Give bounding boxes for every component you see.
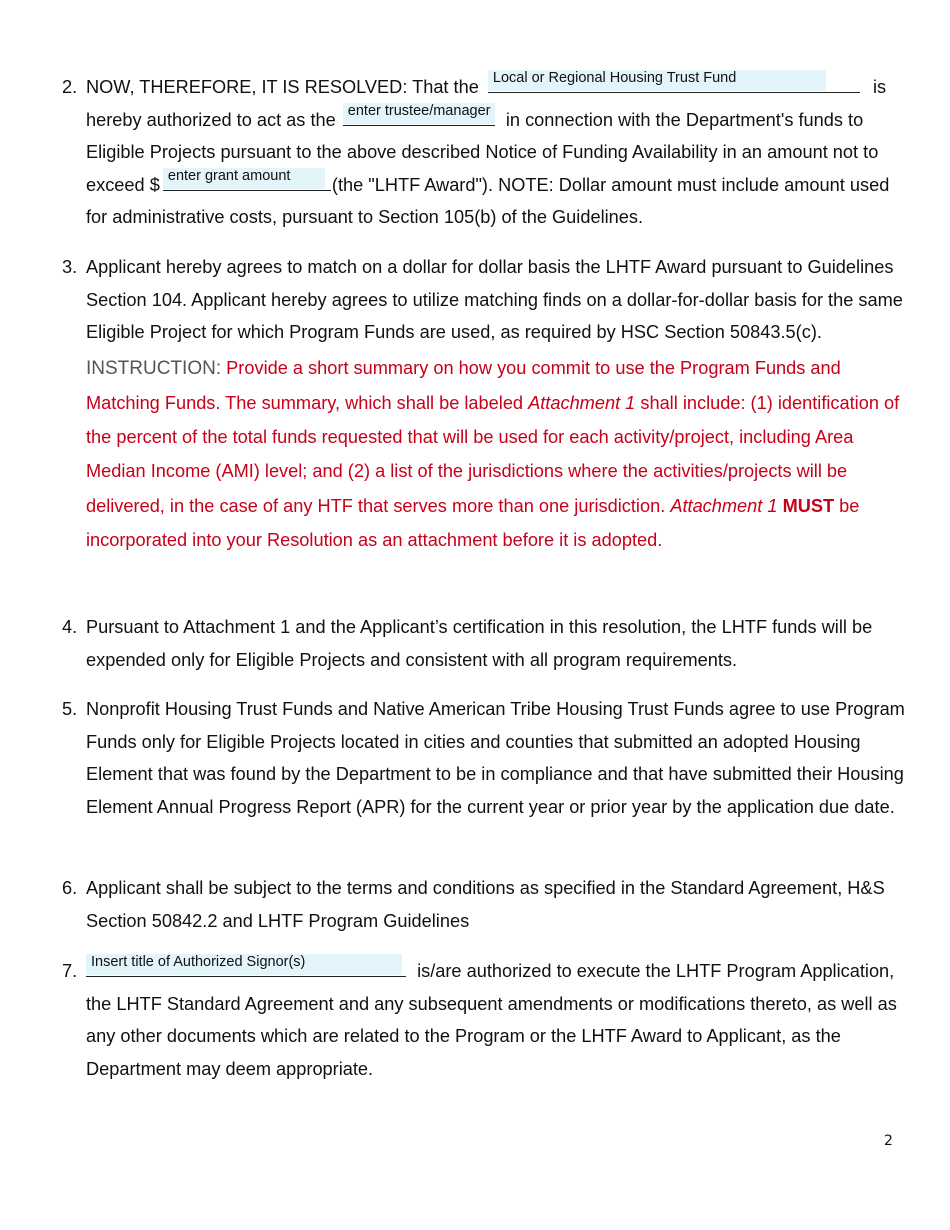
field-value: Local or Regional Housing Trust Fund xyxy=(492,70,737,86)
resolution-item-4 xyxy=(62,611,912,676)
item-text: (the "LHTF Award"). NOTE: Dollar amount must include amount used for administrative costs, pursuant to Section 105(b) of the Guidelines. xyxy=(86,174,890,227)
attachment-reference: Attachment 1 xyxy=(528,392,636,413)
must-emphasis: MUST xyxy=(782,495,835,516)
item-number: 5. xyxy=(62,699,78,719)
item-text: Pursuant to Attachment 1 and the Applicant’s certification in this resolution, the LHTF funds will be expended only for Eligible Projects and consistent with all program requirements. xyxy=(86,617,873,670)
resolution-item-3 xyxy=(62,251,912,557)
item-text: in connection with the Department's funds to Eligible Projects pursuant to the above described Notice of Funding Availability in an amount not to exceed $ xyxy=(86,109,879,195)
item-number: 4. xyxy=(62,617,78,637)
authorized-signor-title-field[interactable] xyxy=(86,956,406,977)
instruction-block xyxy=(86,351,912,558)
attachment-reference: Attachment 1 xyxy=(670,495,778,516)
item-text: Nonprofit Housing Trust Funds and Native American Tribe Housing Trust Funds agree to use Program Funds only for Eligible Projects located in cities and counties that submitted an adopted Housing Element that was found by the Department to be in compliance and that have submitted their Housing Element Annual Progress Report (APR) for the current year or prior year by the application due date. xyxy=(86,699,905,817)
instruction-text: shall include: (1) identification of the percent of the total funds requested that will be used for each activity/project, including Area Median Income (AMI) level; and (2) a list of the jurisdictions where the activities/projects will be delivered, in the case of any HTF that serves more than one jurisdiction. xyxy=(86,392,900,516)
instruction-text: Provide a short summary on how you commit to use the Program Funds and Matching Funds. The summary, which shall be labeled xyxy=(86,357,841,413)
item-text: Applicant shall be subject to the terms and conditions as specified in the Standard Agreement, H&S Section 50842.2 and LHTF Program Guidelines xyxy=(86,878,885,931)
resolution-item-6 xyxy=(62,872,912,937)
item-number: 3. xyxy=(62,257,78,277)
housing-trust-fund-name-field[interactable] xyxy=(488,72,860,93)
item-text: is hereby authorized to act as the xyxy=(86,77,887,130)
item-text: Applicant hereby agrees to match on a dollar for dollar basis the LHTF Award pursuant to Guidelines Section 104. Applicant hereby agrees to utilize matching finds on a dollar-for-dollar basis for the same Eligible Project for which Program Funds are used, as required by HSC Section 50843.5(c). xyxy=(86,257,903,342)
item-number: 6. xyxy=(62,878,78,898)
item-number: 7. xyxy=(62,961,78,981)
resolution-item-2 xyxy=(62,71,912,234)
instruction-text: be incorporated into your Resolution as an attachment before it is adopted. xyxy=(86,495,860,550)
resolution-item-5 xyxy=(62,693,912,823)
item-number: 2. xyxy=(62,77,78,97)
item-text: is/are authorized to execute the LHTF Program Application, the LHTF Standard Agreement and any subsequent amendments or modifications thereto, as well as any other documents which are related to the Program or the LHTF Award to Applicant, as the Department may deem appropriate. xyxy=(86,961,897,1079)
page-number: 2 xyxy=(884,1133,893,1149)
item-text: NOW, THEREFORE, IT IS RESOLVED: That the xyxy=(86,77,479,97)
field-value: enter trustee/manager xyxy=(347,102,491,119)
field-value: enter grant amount xyxy=(167,167,291,184)
grant-amount-field[interactable] xyxy=(163,167,331,191)
resolution-item-7 xyxy=(62,955,912,1085)
instruction-label: INSTRUCTION: xyxy=(86,357,222,379)
field-value: Insert title of Authorized Signor(s) xyxy=(91,954,306,970)
trustee-manager-field[interactable] xyxy=(343,102,495,126)
